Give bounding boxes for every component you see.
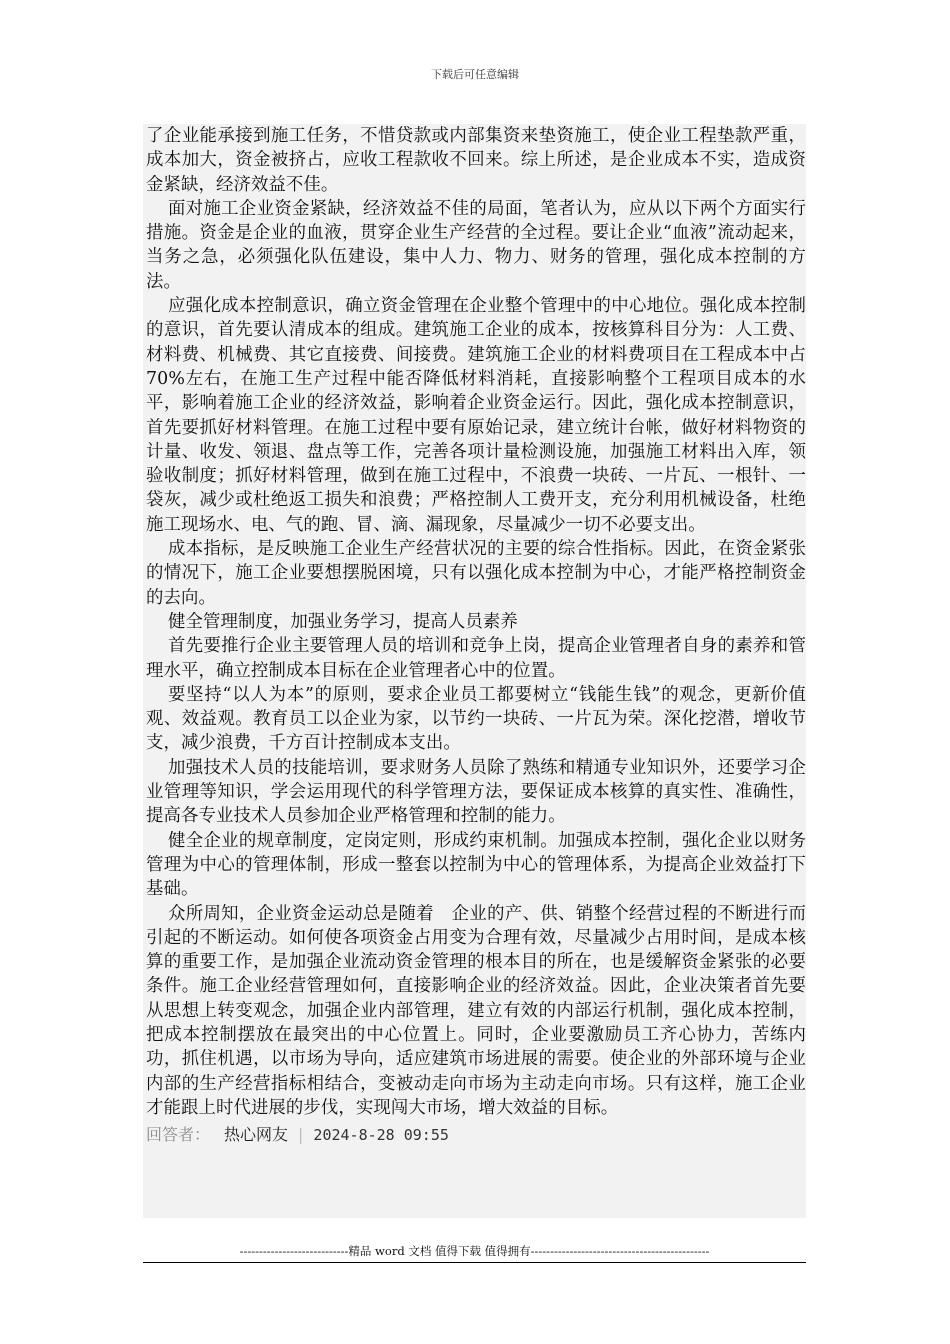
answer-meta	[146, 1120, 806, 1150]
answer-user[interactable]: 热心网友	[224, 1125, 289, 1145]
answer-separator: |	[298, 1125, 304, 1145]
header-note: 下载后可任意编辑	[431, 68, 519, 81]
answer-timestamp: 2024-8-28 09:55	[313, 1126, 449, 1145]
paragraph-3: 应强化成本控制意识，确立资金管理在企业整个管理中的中心地位。强化成本控制的意识，首先要认清成本的组成。建筑施工企业的成本，按核算科目分为：人工费、材料费、机械费、其它直接费、间接费。建筑施工企业的材料费项目在工程成本中占70%左右，在施工生产过程中能否降低材料消耗，直接影响整个工程项目成本的水平，影响着施工企业的经济效益，影响着企业资金运行。因此，强化成本控制意识，首先要抓好材料管理。在施工过程中要有原始记录，建立统计台帐，做好材料物资的计量、收发、领退、盘点等工作，完善各项计量检测设施，加强施工材料出入库，领验收制度；抓好材料管理，做到在施工过程中，不浪费一块砖、一片瓦、一根针、一袋灰，减少或杜绝返工损失和浪费；严格控制人工费开支，充分利用机械设备，杜绝施工现场水、电、气的跑、冒、滴、漏现象，尽量减少一切不必要支出。	[146, 296, 806, 535]
paragraph-9: 健全企业的规章制度，定岗定则，形成约束机制。加强成本控制，强化企业以财务管理为中心的管理体制，形成一整套以控制为中心的管理体系，为提高企业效益打下基础。	[146, 830, 806, 900]
paragraph-10: 众所周知，企业资金运动总是随着 企业的产、供、销整个经营过程的不断进行而引起的不断运动。如何使各项资金占用变为合理有效，尽量减少占用时间，是成本核算的重要工作，是加强企业流动资金管理的根本目的所在，也是缓解资金紧张的必要条件。施工企业经营管理如何，直接影响企业的经济效益。因此，企业决策者首先要从思想上转变观念，加强企业内部管理，建立有效的内部运行机制，强化成本控制，把成本控制摆放在最突出的中心位置上。同时，企业要激励员工齐心协力，苦练内功，抓住机遇，以市场为导向，适应建筑市场进展的需要。使企业的外部环境与企业内部的生产经营指标相结合，变被动走向市场为主动走向市场。只有这样，施工企业才能跟上时代进展的步伐，实现闯大市场，增大效益的目标。	[146, 903, 806, 1118]
paragraph-5: 健全管理制度，加强业务学习，提高人员素养	[168, 611, 518, 632]
footer-divider	[143, 1262, 806, 1263]
paragraph-8: 加强技术人员的技能培训，要求财务人员除了熟练和精通专业知识外，还要学习企业管理等知识，学会运用现代的科学管理方法，要保证成本核算的真实性、准确性，提高各专业技术人员参加企业严格管理和控制的能力。	[146, 757, 806, 827]
paragraph-7: 要坚持“以人为本”的原则，要求企业员工都要树立“钱能生钱”的观念，更新价值观、效益观。教育员工以企业为家，以节约一块砖、一片瓦为荣。深化挖潜，增收节支，减少浪费，千方百计控制成本支出。	[146, 684, 806, 754]
paragraph-1: 了企业能承接到施工任务，不惜贷款或内部集资来垫资施工，使企业工程垫款严重，成本加大，资金被挤占，应收工程款收不回来。综上所述，是企业成本不实，造成资金紧缺，经济效益不佳。	[146, 126, 806, 195]
answer-label: 回答者：	[146, 1125, 211, 1145]
paragraph-6: 首先要推行企业主要管理人员的培训和竞争上岗，提高企业管理者自身的素养和管理水平，确立控制成本目标在企业管理者心中的位置。	[146, 636, 806, 681]
answer-content	[143, 124, 806, 1218]
paragraph-4: 成本指标，是反映施工企业生产经营状况的主要的综合性指标。因此，在资金紧张的情况下，施工企业要想摆脱困境，只有以强化成本控制为中心，才能严格控制资金的去向。	[146, 539, 806, 608]
paragraph-2: 面对施工企业资金紧缺，经济效益不佳的局面，笔者认为，应从以下两个方面实行措施。资金是企业的血液，贯穿企业生产经营的全过程。要让企业“血液”流动起来，当务之急，必须强化队伍建设，集中人力、物力、财务的管理，强化成本控制的方法。	[146, 198, 806, 292]
footer-text: ----------------------------精品 word 文档 值得下载 值得拥有----------------------------------------------	[239, 1244, 710, 1258]
